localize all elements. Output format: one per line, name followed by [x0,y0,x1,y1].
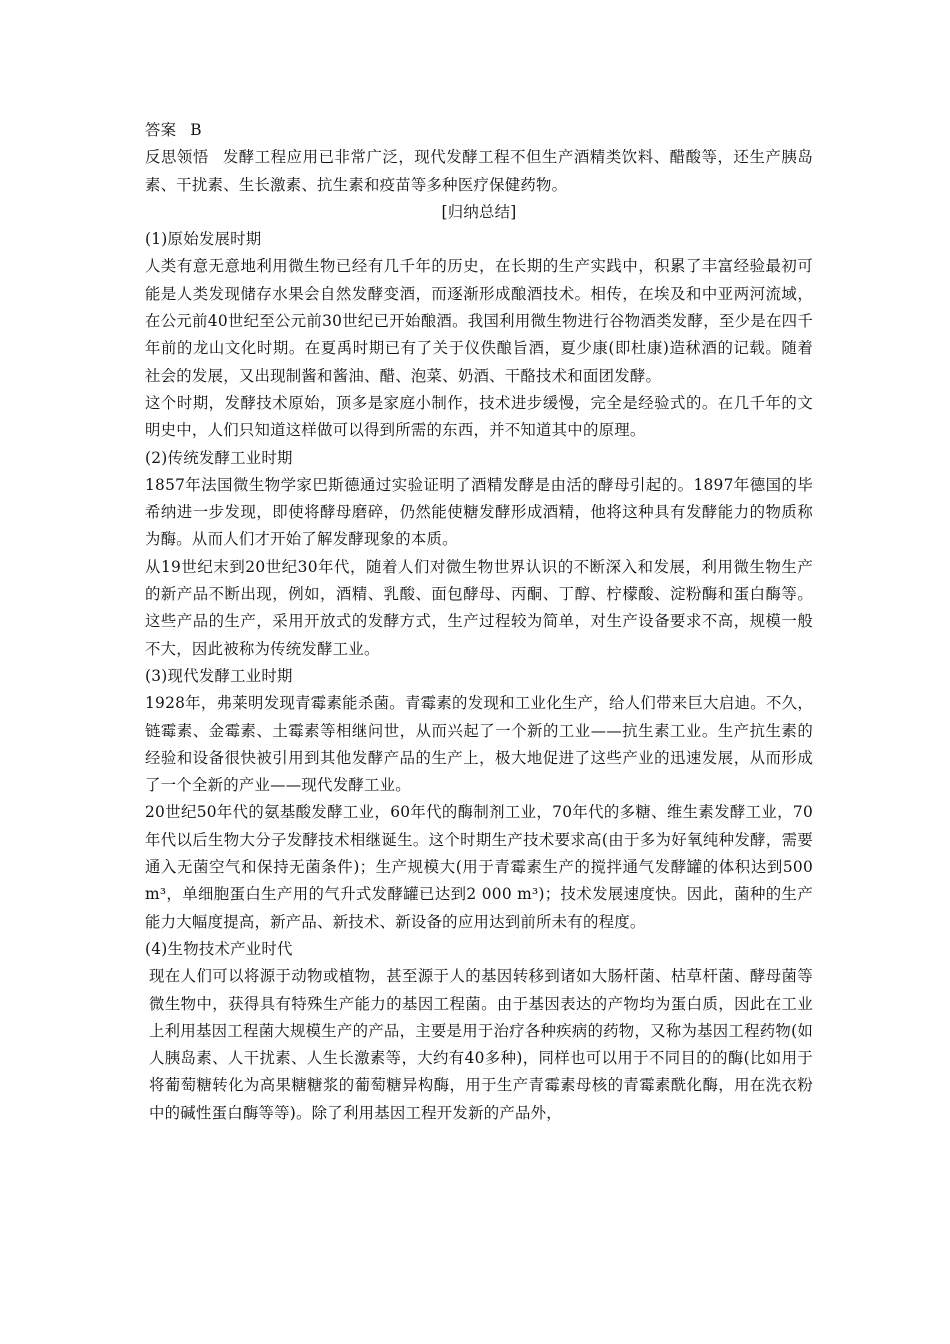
section-heading-2: (2)传统发酵工业时期 [145,448,293,467]
summary-title: [归纳总结] [441,202,517,221]
section-1-paragraph-1: 人类有意无意地利用微生物已经有几千年的历史，在长期的生产实践中，积累了丰富经验最初可能是人类发现储存水果会自然发酵变酒，而逐渐形成酿酒技术。相传，在埃及和中亚两河流域，在公元前40世纪至公元前30世纪已开始酿酒。我国利用微生物进行谷物酒类发酵，至少是在四千年前的龙山文化时期。在夏禹时期已有了关于仪佚酿旨酒，夏少康(即杜康)造秫酒的记载。随着社会的发展，又出现制酱和酱油、醋、泡菜、奶酒、干酪技术和面团发酵。 [145,257,813,385]
document-page [145,117,813,1127]
section-2-paragraph-2: 从19世纪末到20世纪30年代，随着人们对微生物世界认识的不断深入和发展，利用微生物生产的新产品不断出现，例如，酒精、乳酸、面包酵母、丙酮、丁醇、柠檬酸、淀粉酶和蛋白酶等。这些产品的生产，采用开放式的发酵方式，生产过程较为简单，对生产设备要求不高，规模一般不大，因此被称为传统发酵工业。 [145,557,813,658]
section-heading-1: (1)原始发展时期 [145,230,262,249]
answer-value: B [190,121,202,139]
section-3-paragraph-2: 20世纪50年代的氨基酸发酵工业，60年代的酶制剂工业，70年代的多糖、维生素发酵工业，70年代以后生物大分子发酵技术相继诞生。这个时期生产技术要求高(由于多为好氧纯种发酵，需要通入无菌空气和保持无菌条件)；生产规模大(用于青霉素生产的搅拌通气发酵罐的体积达到500 m³，单细胞蛋白生产用的气升式发酵罐已达到2 000 m³)；技术发展速度快。因此，菌种的生产能力大幅度提高，新产品、新技术、新设备的应用达到前所未有的程度。 [145,803,813,931]
answer-line [145,117,813,144]
reflection-paragraph [145,144,813,199]
section-1-paragraph-2: 这个时期，发酵技术原始，顶多是家庭小制作，技术进步缓慢，完全是经验式的。在几千年的文明史中，人们只知道这样做可以得到所需的东西，并不知道其中的原理。 [145,393,813,440]
section-2-paragraph-1: 1857年法国微生物学家巴斯德通过实验证明了酒精发酵是由活的酵母引起的。1897年德国的毕希纳进一步发现，即使将酵母磨碎，仍然能使糖发酵形成酒精，他将这种具有发酵能力的物质称为酶。从而人们才开始了解发酵现象的本质。 [145,475,813,549]
section-3-paragraph-1: 1928年，弗莱明发现青霉素能杀菌。青霉素的发现和工业化生产，给人们带来巨大启迪。不久，链霉素、金霉素、土霉素等相继问世，从而兴起了一个新的工业——抗生素工业。生产抗生素的经验和设备很快被引用到其他发酵产品的生产上，极大地促进了这些产业的迅速发展，从而形成了一个全新的产业——现代发酵工业。 [145,694,813,795]
section-4-paragraph-1: 现在人们可以将源于动物或植物，甚至源于人的基因转移到诸如大肠杆菌、枯草杆菌、酵母菌等微生物中，获得具有特殊生产能力的基因工程菌。由于基因表达的产物均为蛋白质，因此在工业上利用基因工程菌大规模生产的产品，主要是用于治疗各种疾病的药物，又称为基因工程药物(如人胰岛素、人干扰素、人生长激素等，大约有40多种)，同样也可以用于不同目的的酶(比如用于将葡萄糖转化为高果糖糖浆的葡萄糖异构酶，用于生产青霉素母核的青霉素酰化酶，用在洗衣粉中的碱性蛋白酶等等)。除了利用基因工程开发新的产品外， [149,967,813,1122]
answer-label: 答案 [145,121,177,139]
section-heading-3: (3)现代发酵工业时期 [145,666,293,685]
reflection-text: 发酵工程应用已非常广泛，现代发酵工程不但生产酒精类饮料、醋酸等，还生产胰岛素、干扰素、生长激素、抗生素和疫苗等多种医疗保健药物。 [145,148,813,194]
section-heading-4: (4)生物技术产业时代 [145,939,293,958]
reflection-label: 反思领悟 [145,148,209,167]
